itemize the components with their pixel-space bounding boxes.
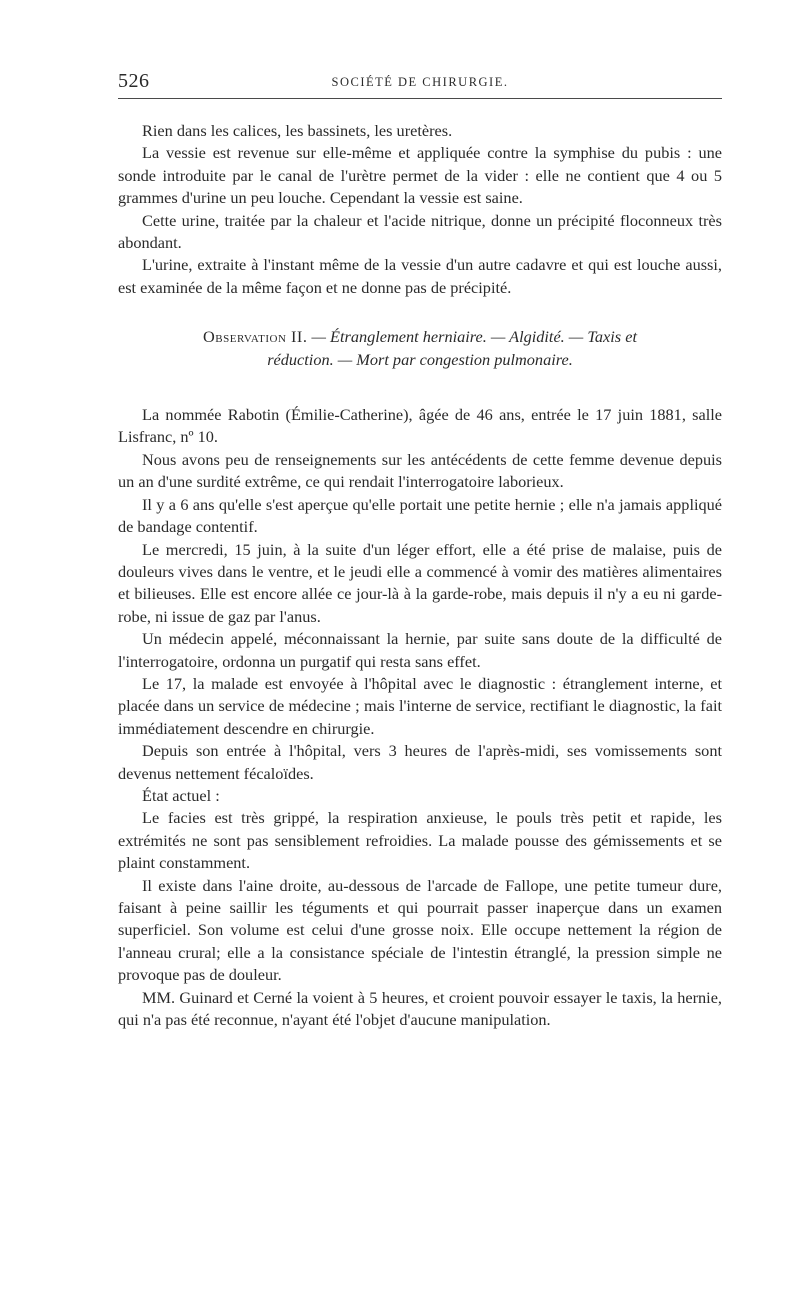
paragraph: Un médecin appelé, méconnaissant la hernie, par suite sans doute de la difficulté de l'interrogatoire, ordonna un purgatif qui resta sans effet.	[118, 629, 722, 671]
page-number: 526	[118, 70, 150, 92]
paragraph: Le facies est très grippé, la respiration anxieuse, le pouls très petit et rapide, les extrémités ne sont pas sensiblement refroidies. La malade pousse des gémissements et se plaint constamment.	[118, 808, 722, 873]
running-head	[118, 66, 722, 96]
section-label: État actuel :	[142, 785, 220, 805]
journal-title: SOCIÉTÉ DE CHIRURGIE.	[331, 75, 509, 89]
observation-heading-line-1	[118, 326, 722, 348]
paragraph: Nous avons peu de renseignements sur les antécédents de cette femme devenue depuis un an d'une surdité extrême, ce qui rendait l'interrogatoire laborieux.	[118, 449, 722, 492]
header-rule	[118, 98, 722, 99]
observation-label: Observation II.	[203, 327, 308, 347]
paragraph: MM. Guinard et Cerné la voient à 5 heures, et croient pouvoir essayer le taxis, la hernie, qui n'a pas été reconnue, n'ayant été l'objet d'aucune manipulation.	[118, 987, 722, 1030]
observation-title-line-1: — Étranglement herniaire. — Algidité. — Taxis et	[311, 327, 637, 347]
paragraph: Il y a 6 ans qu'elle s'est aperçue qu'elle portait une petite hernie ; elle n'a jamais appliqué de bandage contentif.	[118, 494, 722, 537]
observation-heading	[118, 326, 722, 371]
paragraph: La nommée Rabotin (Émilie-Catherine), âgée de 46 ans, entrée le 17 juin 1881, salle Lisfranc, nº 10.	[118, 405, 722, 447]
observation-title-line-2: réduction. — Mort par congestion pulmonaire.	[267, 349, 573, 369]
paragraph: Depuis son entrée à l'hôpital, vers 3 heures de l'après-midi, ses vomissements sont devenus nettement fécaloïdes.	[118, 741, 722, 783]
paragraph: L'urine, extraite à l'instant même de la vessie d'un autre cadavre et qui est louche aussi, est examinée de la même façon et ne donne pas de précipité.	[118, 255, 722, 297]
body-text	[118, 120, 722, 1031]
paragraph: Rien dans les calices, les bassinets, les uretères.	[142, 121, 453, 140]
paragraph: La vessie est revenue sur elle-même et appliquée contre la symphise du pubis : une sonde introduite par le canal de l'urètre permet de la vider : elle ne contient que 4 ou 5 grammes d'urine un peu louche. Cependant la vessie est saine.	[118, 143, 722, 208]
paragraph: Il existe dans l'aine droite, au-dessous de l'arcade de Fallope, une petite tumeur dure, faisant à peine saillir les téguments et qui pourrait passer inaperçue dans un examen superficiel. Son volume est celui d'une grosse noix. Elle occupe nettement la région de l'anneau crural; elle a la consistance spéciale de l'intestin étranglé, la pression simple ne provoque pas de douleur.	[118, 875, 722, 985]
paragraph: Le 17, la malade est envoyée à l'hôpital avec le diagnostic : étranglement interne, et placée dans un service de médecine ; mais l'interne de service, rectifiant le diagnostic, la fait immédiatement descendre en chirurgie.	[118, 673, 722, 738]
paragraph: Cette urine, traitée par la chaleur et l'acide nitrique, donne un précipité floconneux très abondant.	[118, 210, 722, 253]
paragraph: Le mercredi, 15 juin, à la suite d'un léger effort, elle a été prise de malaise, puis de douleurs vives dans le ventre, et le jeudi elle a commencé à vomir des matières alimentaires et bilieuses. Elle est encore allée ce jour-là à la garde-robe, mais depuis il n'y a eu ni garde-robe, ni issue de gaz par l'anus.	[118, 539, 722, 626]
page	[118, 66, 722, 1031]
